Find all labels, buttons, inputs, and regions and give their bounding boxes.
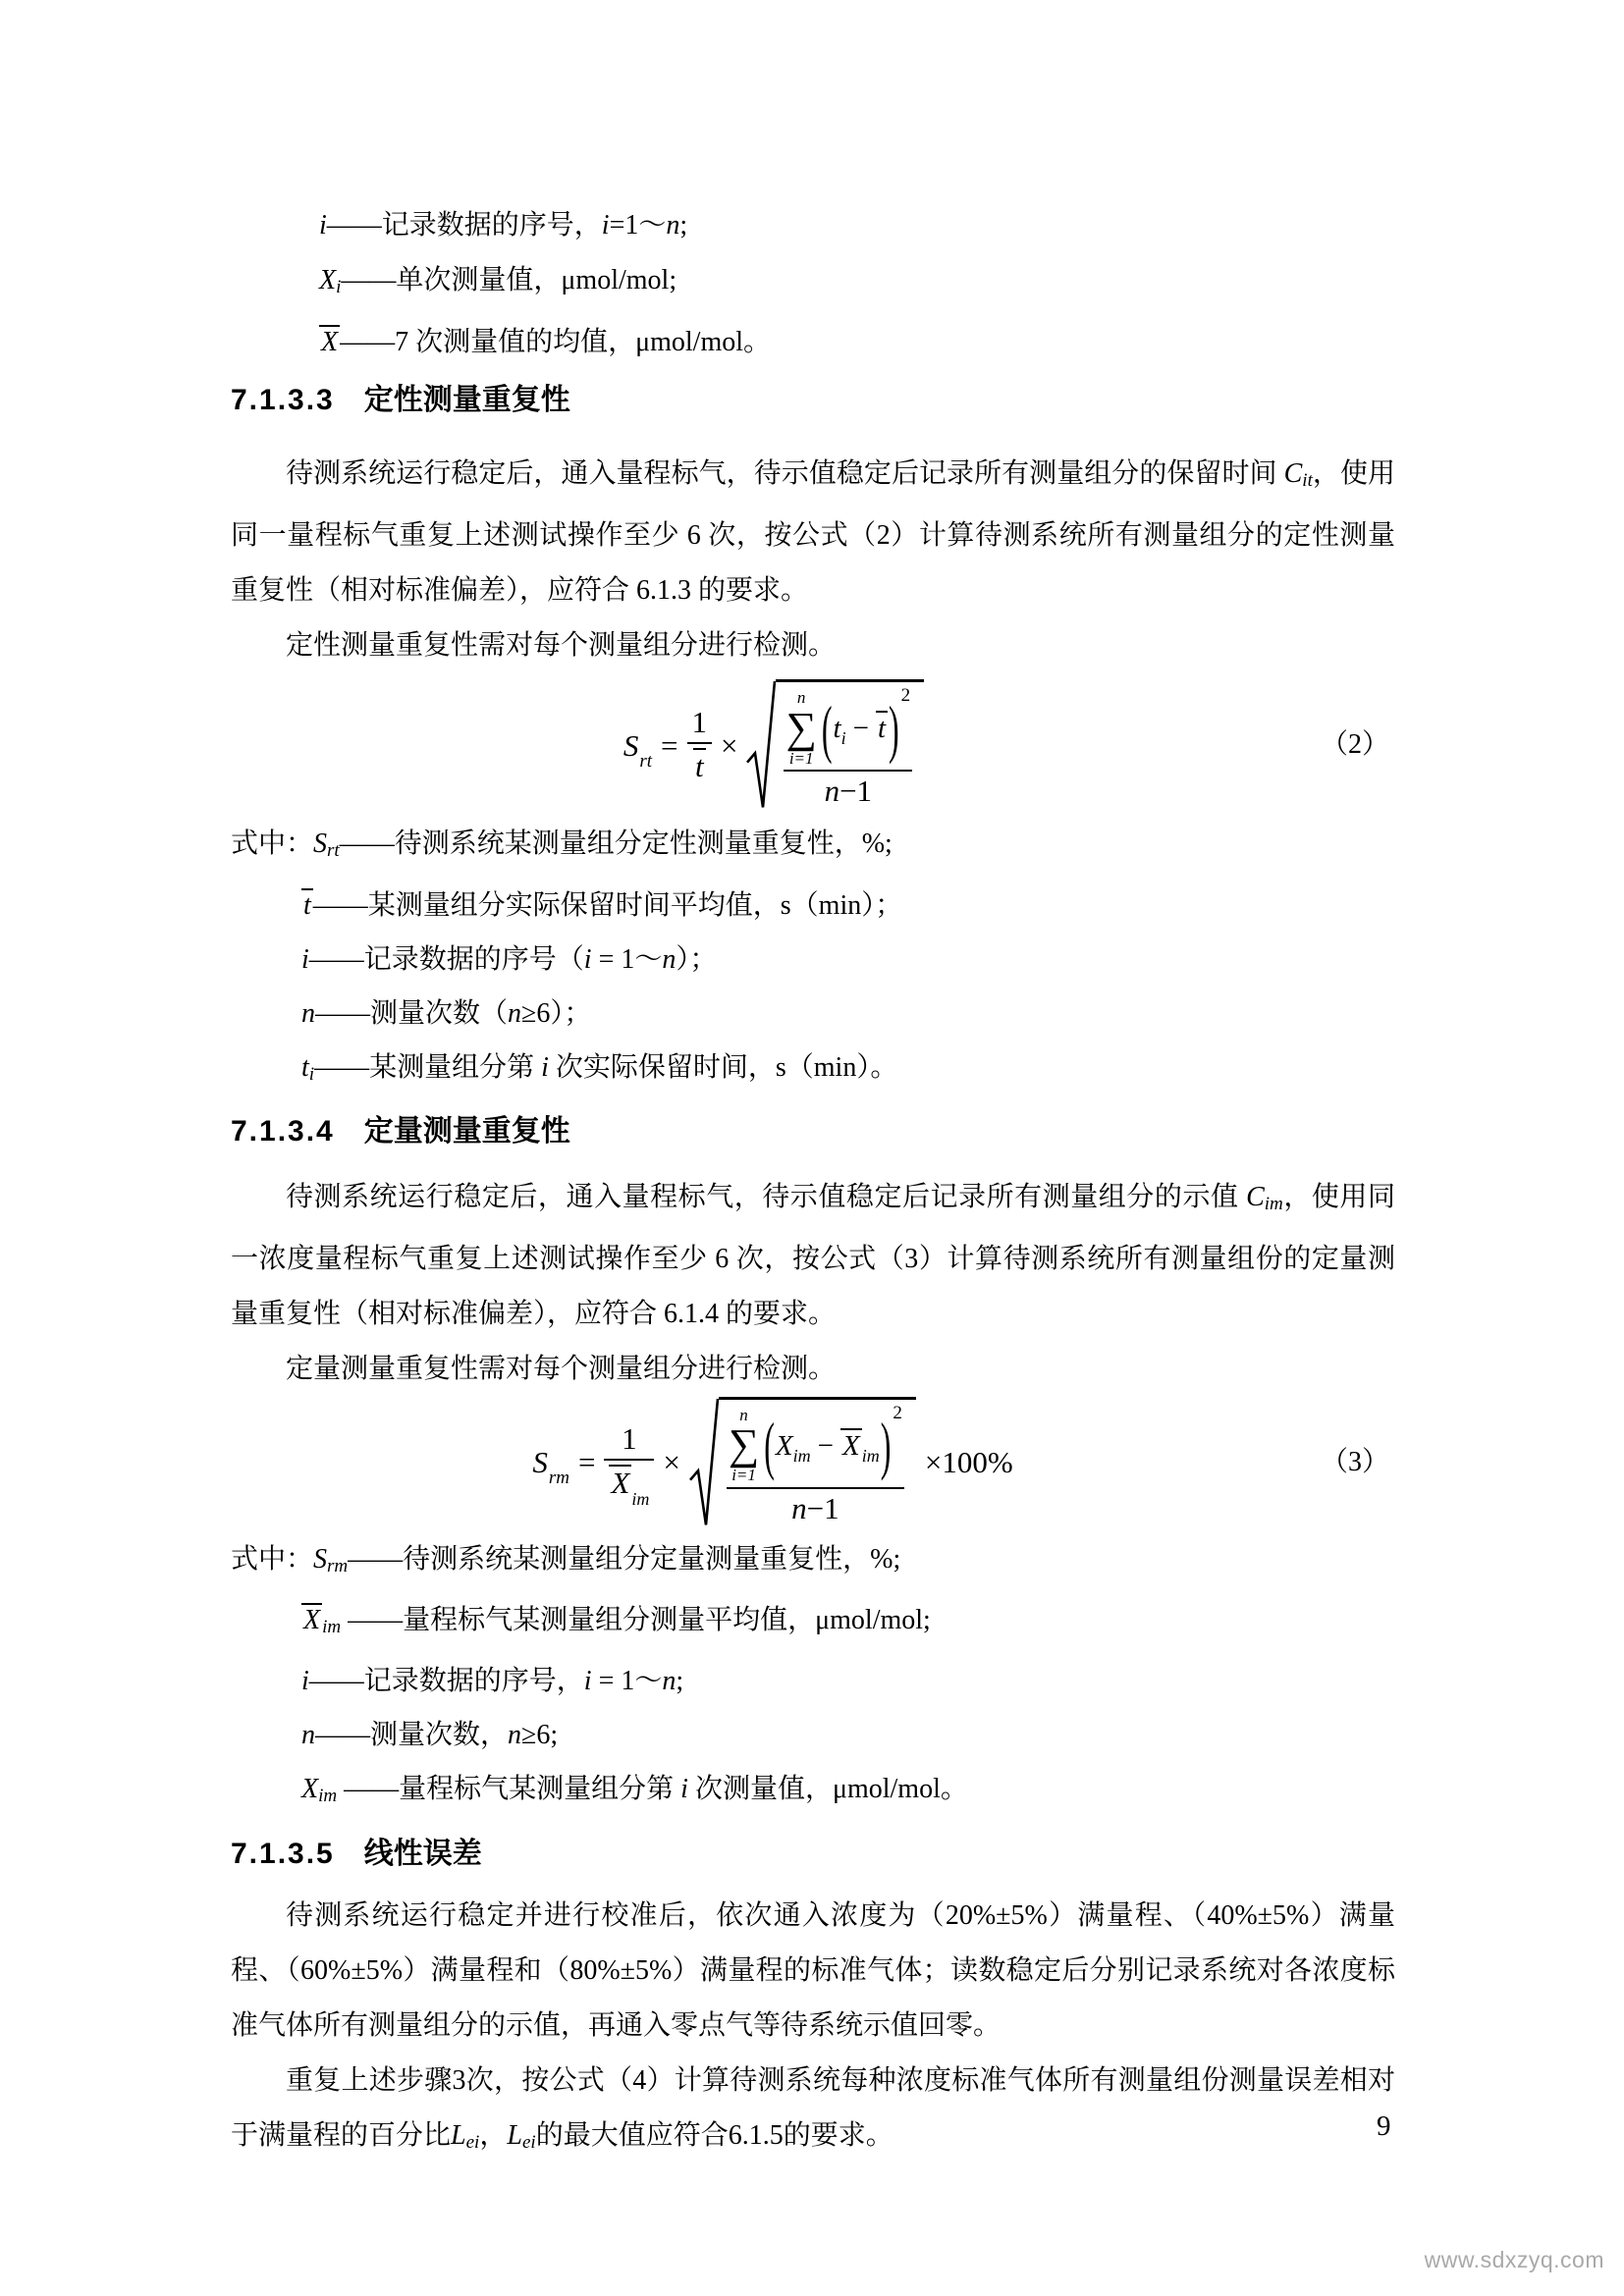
inner-numerator [727,1402,904,1487]
coefficient-fraction [604,1421,654,1509]
legend-line: 式中：Srt——待测系统某测量组分定性测量重复性，%; [231,828,893,862]
difference-expression [775,1428,880,1466]
var-S: S [532,1445,548,1480]
legend-line: Xi——单次测量值，μmol/mol; [319,265,677,298]
formula-lhs [623,727,653,772]
var-sub-im: im [861,1445,880,1466]
var-X-bar: X [841,1429,860,1462]
section-title: 线性误差 [363,1837,482,1870]
equals-sign: = [577,1445,596,1480]
square-root [746,679,924,811]
var-n: n [791,1490,807,1525]
symbol-definitions-top [231,0,1395,370]
paragraph-linearity-repeat: 重复上述步骤3次，按公式（4）计算待测系统每种浓度标准气体所有测量组份测量误差相对于满量程的百分比Lei，Lei的最大值应符合6.1.5的要求。 [231,2064,1395,2153]
legend-line: X im ——量程标气某测量组分测量平均值，μmol/mol; [303,1605,931,1638]
radicand [719,1397,916,1528]
fraction-numerator: 1 [622,1421,637,1457]
legend-line: n——测量次数，n≥6; [301,1720,559,1751]
var-sub-rm: rm [548,1468,569,1489]
difference-expression [833,711,889,749]
paragraph-qualitative-note: 定性测量重复性需对每个测量组分进行检测。 [286,630,837,662]
open-paren: ( [821,691,833,765]
sum-upper-limit: n [739,1405,748,1424]
page-number: 9 [1377,2110,1391,2142]
section-number: 7.1.3.4 [231,1114,335,1148]
formula-3-legend [231,1532,1395,1824]
var-n: n [824,774,840,809]
section-number: 7.1.3.3 [231,384,335,417]
sum-lower-limit: i=1 [731,1466,756,1485]
var-Xim: X [775,1429,793,1462]
var-t-bar: t [694,748,704,783]
minus-one: −1 [806,1490,839,1525]
inner-fraction [784,685,912,809]
section-heading-7-1-3-3 [231,378,1395,423]
paragraph-quantitative-note: 定量测量重复性需对每个测量组分进行检测。 [286,1353,837,1384]
square-root [689,1397,916,1528]
inner-fraction [727,1402,904,1525]
minus-sign: − [817,1429,834,1462]
sigma-icon: ∑ [785,703,817,752]
section-heading-7-1-3-4 [231,1109,1395,1154]
var-sub-im: im [631,1488,650,1509]
var-S: S [623,727,639,763]
formula-3-expression [532,1397,1014,1528]
open-paren: ( [764,1409,775,1482]
var-t-bar: t [877,713,887,745]
multiply-sign: × [721,727,738,763]
section-number: 7.1.3.5 [231,1837,335,1870]
formula-lhs [532,1445,569,1489]
minus-one: −1 [839,774,873,809]
coefficient-fraction [687,707,713,783]
formula-2-legend [231,817,1395,1100]
multiply-sign: × [663,1445,680,1480]
summation [729,1406,759,1485]
section-heading-7-1-3-5 [231,1832,1395,1877]
section-title: 定性测量重复性 [363,384,570,417]
close-paren: ) [880,1409,892,1482]
legend-line: i——记录数据的序号，i = 1～n; [301,1666,684,1697]
legend-line: 式中：Srm——待测系统某测量组分定量测量重复性，%; [231,1543,901,1577]
paragraph-quantitative-procedure: 待测系统运行稳定后，通入量程标气，待示值稳定后记录所有测量组分的示值 Cim，使用同一浓度量程标气重复上述测试操作至少 6 次，按公式（3）计算待测系统所有测量组份的定量测量重复性（相对标准偏差），应符合 6.1.4 的要求。 [231,1181,1395,1329]
formula-2-expression [623,679,924,811]
minus-sign: − [852,713,869,745]
paragraph-linearity-procedure: 待测系统运行稳定并进行校准后，依次通入浓度为（20%±5%）满量程、（40%±5%）满量程、（60%±5%）满量程和（80%±5%）满量程的标准气体；读数稳定后分别记录系统对各浓度标准气体所有测量组分的示值，再通入零点气等待系统示值回零。 [231,1899,1395,2041]
inner-numerator [784,685,912,770]
legend-line: t——某测量组分实际保留时间平均值，s（min）； [303,889,903,921]
radicand [776,679,924,811]
fraction-numerator: 1 [691,705,707,740]
var-ti: t [833,713,841,745]
legend-line: X——7 次测量值的均值，μmol/mol。 [321,327,772,358]
legend-line: ti——某测量组分第 i 次实际保留时间，s（min）。 [301,1051,898,1085]
legend-line: i——记录数据的序号（i = 1～n）； [301,943,718,975]
fraction-denominator [687,742,713,784]
watermark: www.sdxzyq.com [1424,2247,1604,2272]
close-paren: ) [889,691,899,765]
formula-2 [231,673,1395,817]
sigma-icon: ∑ [728,1420,760,1469]
sum-upper-limit: n [796,688,806,708]
radical-icon [746,679,776,811]
var-sub-im: im [792,1445,811,1466]
exponent: 2 [893,1402,902,1423]
page-content [231,0,1395,2170]
formula-3-number: （3） [1320,1446,1389,1477]
fraction-denominator [604,1459,654,1509]
var-X-bar: X [611,1466,630,1501]
summation [785,688,816,768]
var-sub-rt: rt [639,750,653,772]
section-title: 定量测量重复性 [363,1114,570,1148]
legend-line: i——记录数据的序号，i=1～n; [319,210,688,240]
var-sub-i: i [840,728,846,749]
sum-lower-limit: i=1 [788,748,814,768]
exponent: 2 [900,685,911,707]
inner-denominator [784,770,912,808]
formula-2-number: （2） [1320,729,1389,761]
inner-denominator [727,1487,904,1525]
radical-icon [689,1397,719,1528]
times-100-percent: ×100% [924,1445,1013,1480]
legend-line: n——测量次数（n≥6）； [301,997,592,1029]
legend-line: Xim ——量程标气某测量组分第 i 次测量值，μmol/mol。 [301,1774,968,1807]
paragraph-qualitative-procedure: 待测系统运行稳定后，通入量程标气，待示值稳定后记录所有测量组分的保留时间 Cit，使用同一量程标气重复上述测试操作至少 6 次，按公式（2）计算待测系统所有测量组分的定性测量重复性（相对标准偏差），应符合 6.1.3 的要求。 [231,458,1395,607]
equals-sign: = [661,727,678,763]
formula-3 [231,1393,1395,1532]
